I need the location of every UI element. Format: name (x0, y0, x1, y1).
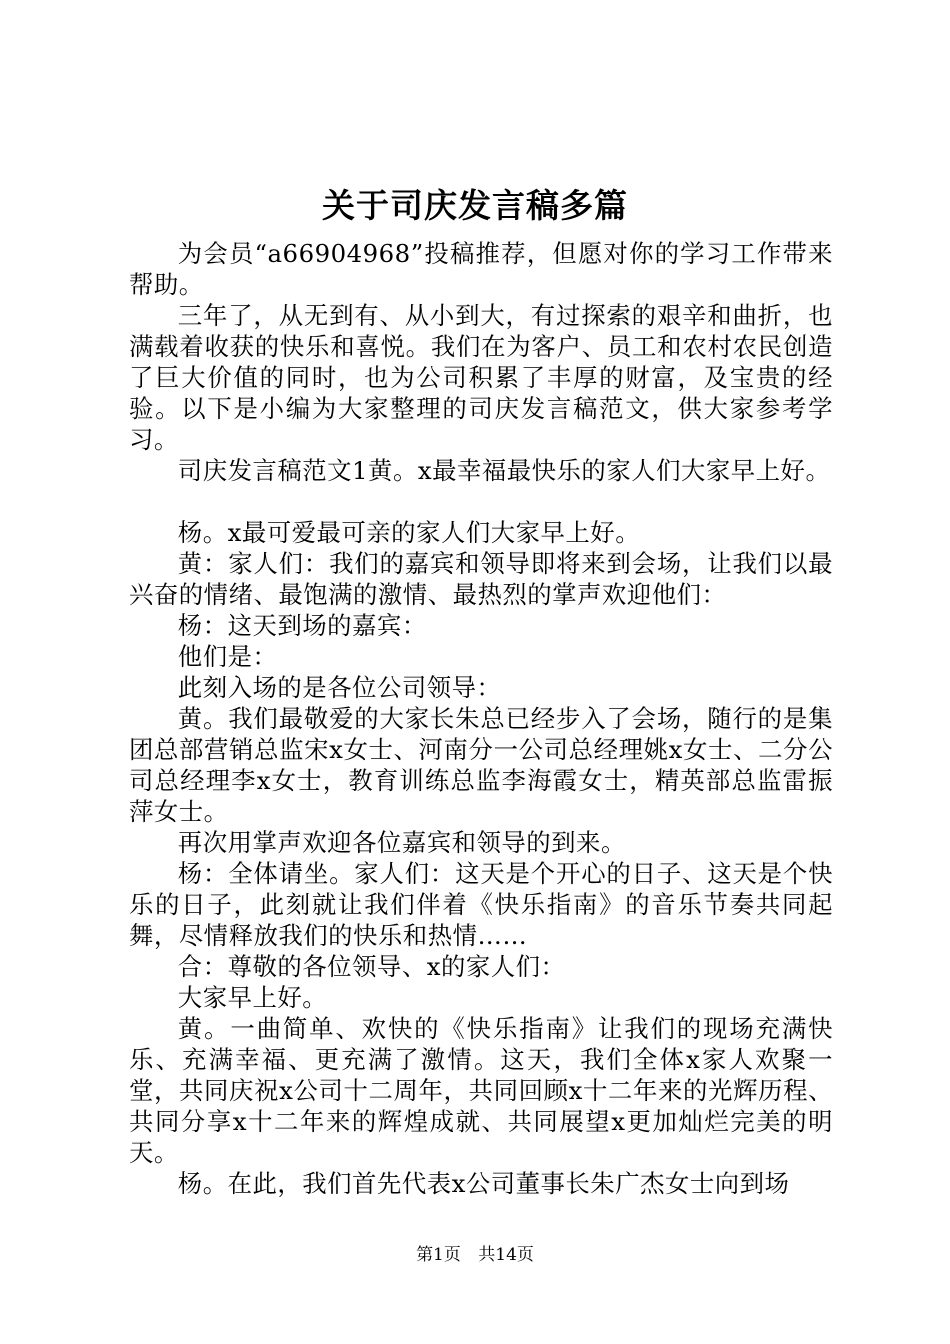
paragraph: 他们是： (177, 642, 278, 671)
paragraph: 黄：家人们：我们的嘉宾和领导即将来到会场，让我们以最兴奋的情绪、最饱满的激情、最热烈的掌声欢迎他们： (129, 549, 833, 609)
paragraph: 此刻入场的是各位公司领导： (177, 673, 502, 702)
paragraph: 杨：这天到场的嘉宾： (177, 611, 427, 640)
paragraph: 黄。一曲简单、欢快的《快乐指南》让我们的现场充满快乐、充满幸福、更充满了激情。这天，我们全体x家人欢聚一堂，共同庆祝x公司十二周年，共同回顾x十二年来的光辉历程、共同分享x十二年来的辉煌成就、共同展望x更加灿烂完美的明天。 (129, 1014, 833, 1167)
paragraph: 司庆发言稿范文1黄。x最幸福最快乐的家人们大家早上好。 (177, 456, 831, 485)
paragraph: 合：尊敬的各位领导、x的家人们： (177, 952, 566, 981)
paragraph: 三年了，从无到有、从小到大，有过探索的艰辛和曲折，也满载着收获的快乐和喜悦。我们在为客户、员工和农村农民创造了巨大价值的同时，也为公司积累了丰厚的财富，及宝贵的经验。以下是小编为大家整理的司庆发言稿范文，供大家参考学习。 (129, 301, 833, 454)
paragraph: 杨。x最可爱最可亲的家人们大家早上好。 (177, 518, 641, 547)
page-number: 第1页 (416, 1245, 461, 1265)
document-title: 关于司庆发言稿多篇 (322, 186, 628, 225)
page-total: 共14页 (478, 1245, 534, 1265)
paragraph: 大家早上好。 (177, 983, 328, 1012)
paragraph: 为会员“a66904968”投稿推荐，但愿对你的学习工作带来帮助。 (129, 239, 833, 299)
paragraph: 再次用掌声欢迎各位嘉宾和领导的到来。 (177, 828, 626, 857)
paragraph: 黄。我们最敬爱的大家长朱总已经步入了会场，随行的是集团总部营销总监宋x女士、河南分一公司总经理姚x女士、二分公司总经理李x女士，教育训练总监李海霞女士，精英部总监雷振萍女士。 (129, 704, 833, 826)
paragraph: 杨：全体请坐。家人们：这天是个开心的日子、这天是个快乐的日子，此刻就让我们伴着《快乐指南》的音乐节奏共同起舞，尽情释放我们的快乐和热情…… (129, 859, 833, 950)
page-footer (0, 1244, 950, 1266)
paragraph: 杨。在此，我们首先代表x公司董事长朱广杰女士向到场 (177, 1169, 790, 1198)
document-body (129, 238, 833, 1199)
